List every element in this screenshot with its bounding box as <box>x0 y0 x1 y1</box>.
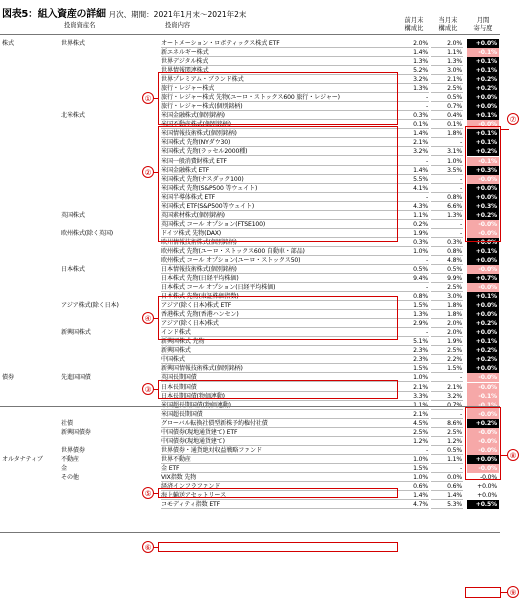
row-contribution: -0.0% <box>467 283 499 292</box>
document-subtitle: 月次、期間：2021年1月末～2021年2末 <box>108 10 247 19</box>
row-prev-weight: 0.8% <box>397 292 429 301</box>
row-group: 世界株式 <box>61 40 85 47</box>
row-contribution: +0.2% <box>467 147 499 156</box>
row-curr-weight: - <box>431 410 463 419</box>
row-contribution: -0.0% <box>467 473 499 482</box>
header-separator <box>0 34 500 35</box>
row-contribution: -0.1% <box>467 157 499 166</box>
row-curr-weight: 0.6% <box>431 482 463 491</box>
row-prev-weight: 0.5% <box>397 265 429 274</box>
row-prev-weight: - <box>397 93 429 102</box>
row-curr-weight: 1.1% <box>431 48 463 57</box>
row-item: 米国株式 先物(ナスダック100) <box>161 175 397 184</box>
row-curr-weight: 0.5% <box>431 265 463 274</box>
marker-1: ① <box>142 92 154 104</box>
row-item: 米国株式 先物(NYダウ30) <box>161 138 397 147</box>
row-prev-weight: - <box>397 328 429 337</box>
section-separator-bonds <box>0 406 500 407</box>
row-item: 米国一般消費財株式 ETF <box>161 157 397 166</box>
row-item: 世界情報関連株式 <box>161 66 397 75</box>
row-curr-weight: 3.5% <box>431 166 463 175</box>
row-item: 米国金融株式(個別銘柄) <box>161 111 397 120</box>
header-category: 投資資産名 <box>64 22 96 29</box>
row-contribution: +0.1% <box>467 138 499 147</box>
row-curr-weight: - <box>431 184 463 193</box>
row-group: 金 <box>61 464 67 472</box>
row-item: 欧州情報技術株式(個別銘柄) <box>161 238 397 247</box>
row-prev-weight: 0.3% <box>397 111 429 120</box>
row-item: 世界プレミアム・ブランド株式 <box>161 75 397 84</box>
highlight-box-9 <box>465 587 501 598</box>
row-contribution: +0.2% <box>467 319 499 328</box>
row-category: オルタナティブ <box>2 455 43 463</box>
row-prev-weight: 0.1% <box>397 120 429 129</box>
row-curr-weight: 2.1% <box>431 75 463 84</box>
row-prev-weight: 5.2% <box>397 66 429 75</box>
row-contribution: +0.3% <box>467 202 499 211</box>
marker-6: ⑥ <box>142 541 154 553</box>
row-curr-weight: - <box>431 220 463 229</box>
row-group: アジア株式(除く日本) <box>61 302 119 310</box>
row-contribution: -0.0% <box>467 120 499 129</box>
row-contribution: -0.0% <box>467 373 499 382</box>
row-curr-weight: 0.8% <box>431 247 463 256</box>
row-prev-weight: 4.5% <box>397 419 429 428</box>
row-curr-weight: 0.1% <box>431 120 463 129</box>
row-prev-weight: 5.5% <box>397 175 429 184</box>
row-group: 新興国債券 <box>61 428 91 436</box>
marker-7: ⑦ <box>507 113 519 125</box>
row-item: 米国情報技術株式(個別銘柄) <box>161 129 397 138</box>
row-prev-weight: 4.3% <box>397 202 429 211</box>
row-curr-weight: 0.5% <box>431 446 463 455</box>
section-separator-alternative <box>0 532 500 533</box>
row-contribution: +0.1% <box>467 247 499 256</box>
row-curr-weight: - <box>431 138 463 147</box>
row-item: インド株式 <box>161 328 397 337</box>
row-prev-weight: 3.3% <box>397 392 429 401</box>
row-curr-weight: 0.7% <box>431 102 463 111</box>
row-contribution: +0.2% <box>467 75 499 84</box>
row-prev-weight: 1.0% <box>397 455 429 464</box>
row-curr-weight: 1.9% <box>431 337 463 346</box>
row-contribution: -0.0% <box>467 220 499 229</box>
row-prev-weight: 1.3% <box>397 57 429 66</box>
row-contribution: +0.0% <box>467 39 499 48</box>
row-curr-weight: 3.2% <box>431 392 463 401</box>
row-prev-weight: 2.9% <box>397 319 429 328</box>
row-prev-weight: - <box>397 446 429 455</box>
row-contribution: +0.0% <box>467 193 499 202</box>
row-prev-weight: 1.5% <box>397 464 429 473</box>
row-item: 旅行・レジャー株式(個別銘柄) <box>161 102 397 111</box>
row-item: 日本株式 コール オプション(日経平均株価) <box>161 283 397 292</box>
row-prev-weight: 3.2% <box>397 75 429 84</box>
row-item: 世界不動産 <box>161 455 397 464</box>
row-prev-weight: 1.4% <box>397 129 429 138</box>
row-curr-weight: 0.3% <box>431 238 463 247</box>
row-group: 不動産 <box>61 455 79 463</box>
row-prev-weight: 1.5% <box>397 364 429 373</box>
row-prev-weight: 2.5% <box>397 428 429 437</box>
row-curr-weight: 1.0% <box>431 157 463 166</box>
row-group: 先進国国債 <box>61 374 91 382</box>
row-prev-weight: 1.3% <box>397 310 429 319</box>
row-item: 米国株式 先物(ラッセル2000種) <box>161 147 397 156</box>
row-item: 米国株式 先物(S&P500 等ウェイト) <box>161 184 397 193</box>
row-contribution: +0.1% <box>467 292 499 301</box>
row-contribution: +0.1% <box>467 66 499 75</box>
row-item: 日本長期国債 <box>161 383 397 392</box>
row-item: 英国長期国債 <box>161 373 397 382</box>
row-item: 新エネルギー株式 <box>161 48 397 57</box>
row-item: アジア(除く日本)株式 ETF <box>161 301 397 310</box>
row-item: 米国超長期国債 <box>161 410 397 419</box>
row-prev-weight: 2.1% <box>397 138 429 147</box>
row-contribution: -0.0% <box>467 464 499 473</box>
row-curr-weight: 2.1% <box>431 383 463 392</box>
row-item: グローバル転換社債型新株予約権付社債 <box>161 419 397 428</box>
row-item: 旅行・レジャー株式 <box>161 84 397 93</box>
row-item: 経済インフラファンド <box>161 482 397 491</box>
row-item: 新興国情報技術株式(個別銘柄) <box>161 364 397 373</box>
row-category: 株式 <box>2 40 14 47</box>
row-prev-weight: 1.0% <box>397 247 429 256</box>
row-contribution: +0.2% <box>467 346 499 355</box>
row-item: 旅行・レジャー株式 先物(ユーロ・ストックス600 旅行・レジャー) <box>161 93 397 102</box>
row-item: アジア(除く日本)株式 <box>161 319 397 328</box>
row-item: 世界債券・通貨絶対収益戦略ファンド <box>161 446 397 455</box>
row-item: ドイツ株式 先物(DAX) <box>161 229 397 238</box>
row-item: 新興国株式 先物 <box>161 337 397 346</box>
row-curr-weight: 6.6% <box>431 202 463 211</box>
row-contribution: -0.1% <box>467 392 499 401</box>
row-item: 英国株式 コール オプション(FTSE100) <box>161 220 397 229</box>
row-item: 日本株式 先物(東証株価指数) <box>161 292 397 301</box>
row-item: 日本情報技術株式(個別銘柄) <box>161 265 397 274</box>
row-item: 米国半導体株式 ETF <box>161 193 397 202</box>
row-item: 中国債券(現地通貨建て) <box>161 437 397 446</box>
row-prev-weight: 4.1% <box>397 184 429 193</box>
row-group: 社債 <box>61 419 73 427</box>
row-prev-weight: 5.1% <box>397 337 429 346</box>
row-item: 中国株式 <box>161 355 397 364</box>
row-curr-weight: 1.3% <box>431 57 463 66</box>
document-title-block <box>2 2 247 20</box>
marker-8: ⑧ <box>507 449 519 461</box>
row-contribution: +0.0% <box>467 102 499 111</box>
row-curr-weight: 0.0% <box>431 473 463 482</box>
row-item: 米国株式 ETF(S&P500等ウェイト) <box>161 202 397 211</box>
row-contribution: +0.0% <box>467 328 499 337</box>
row-prev-weight: - <box>397 102 429 111</box>
header-change: 月間 寄与度 <box>473 17 493 32</box>
row-curr-weight: 1.4% <box>431 491 463 500</box>
marker-3: ③ <box>142 383 154 395</box>
header-item: 投資内容 <box>165 22 191 29</box>
row-curr-weight: 0.4% <box>431 111 463 120</box>
header-curr: 当月末 構成比 <box>438 17 458 32</box>
row-item: 欧州株式 コール オプション(ユーロ・ストックス50) <box>161 256 397 265</box>
row-curr-weight: 5.3% <box>431 500 463 509</box>
row-prev-weight: 1.3% <box>397 84 429 93</box>
row-contribution: +0.2% <box>467 84 499 93</box>
row-curr-weight: 1.5% <box>431 364 463 373</box>
row-curr-weight: 9.9% <box>431 274 463 283</box>
row-contribution: +0.7% <box>467 274 499 283</box>
row-group: 英国株式 <box>61 211 85 219</box>
row-prev-weight: 1.0% <box>397 473 429 482</box>
row-item: 新興国株式 <box>161 346 397 355</box>
row-prev-weight: 1.4% <box>397 491 429 500</box>
row-group: 新興国株式 <box>61 329 91 337</box>
row-contribution: +0.2% <box>467 355 499 364</box>
row-prev-weight: 3.2% <box>397 147 429 156</box>
row-curr-weight: 1.2% <box>431 437 463 446</box>
row-contribution: +0.2% <box>467 211 499 220</box>
row-curr-weight: 1.8% <box>431 310 463 319</box>
header-prev: 前月末 構成比 <box>404 17 424 32</box>
row-curr-weight: 2.5% <box>431 84 463 93</box>
row-category: 債券 <box>2 374 14 382</box>
row-prev-weight: 2.0% <box>397 39 429 48</box>
row-prev-weight: 0.3% <box>397 238 429 247</box>
row-curr-weight: 2.5% <box>431 346 463 355</box>
row-contribution: -0.0% <box>467 383 499 392</box>
row-group: 北米株式 <box>61 112 85 120</box>
row-prev-weight: - <box>397 193 429 202</box>
row-item: 日本株式 先物(日経平均株価) <box>161 274 397 283</box>
row-contribution: +0.0% <box>467 184 499 193</box>
row-item: 海上輸送アセットリース <box>161 491 397 500</box>
row-group: 日本株式 <box>61 266 85 273</box>
row-contribution: +0.0% <box>467 256 499 265</box>
row-contribution: +0.3% <box>467 166 499 175</box>
row-contribution: -0.0% <box>467 410 499 419</box>
row-prev-weight: - <box>397 157 429 166</box>
row-curr-weight: 2.0% <box>431 319 463 328</box>
row-prev-weight: 2.3% <box>397 346 429 355</box>
row-curr-weight: - <box>431 229 463 238</box>
row-contribution: -0.0% <box>467 229 499 238</box>
row-prev-weight: 1.2% <box>397 437 429 446</box>
row-curr-weight: 1.8% <box>431 129 463 138</box>
row-item: 米国金融株式 ETF <box>161 166 397 175</box>
connector-7 <box>501 129 509 130</box>
row-item: 英国素材株式(個別銘柄) <box>161 211 397 220</box>
row-curr-weight: 3.1% <box>431 147 463 156</box>
row-item: 金 ETF <box>161 464 397 473</box>
row-prev-weight: 2.3% <box>397 355 429 364</box>
row-prev-weight: 1.5% <box>397 301 429 310</box>
row-contribution: -0.0% <box>467 437 499 446</box>
highlight-box-6 <box>158 542 398 552</box>
row-curr-weight: 3.0% <box>431 292 463 301</box>
row-contribution: +0.0% <box>467 482 499 491</box>
row-prev-weight: 9.4% <box>397 274 429 283</box>
row-curr-weight: 1.8% <box>431 301 463 310</box>
row-curr-weight: 0.8% <box>431 193 463 202</box>
row-contribution: +0.0% <box>467 93 499 102</box>
row-curr-weight: 2.5% <box>431 428 463 437</box>
row-contribution: -0.0% <box>467 175 499 184</box>
row-prev-weight: 2.1% <box>397 383 429 392</box>
row-curr-weight: - <box>431 373 463 382</box>
row-contribution: +0.1% <box>467 129 499 138</box>
row-item: 米国不動産株式(個別銘柄) <box>161 120 397 129</box>
row-contribution: -0.0% <box>467 428 499 437</box>
row-curr-weight: 4.8% <box>431 256 463 265</box>
row-curr-weight: - <box>431 464 463 473</box>
row-prev-weight: 1.1% <box>397 211 429 220</box>
row-curr-weight: 8.6% <box>431 419 463 428</box>
row-item: 欧州株式 先物(ユーロ・ストックス600 自動車・部品) <box>161 247 397 256</box>
row-contribution: +0.0% <box>467 364 499 373</box>
row-contribution: +0.1% <box>467 337 499 346</box>
row-prev-weight: 1.9% <box>397 229 429 238</box>
row-contribution: -0.0% <box>467 446 499 455</box>
row-curr-weight: 2.2% <box>431 355 463 364</box>
row-curr-weight: 2.5% <box>431 283 463 292</box>
row-prev-weight: 1.4% <box>397 48 429 57</box>
row-contribution: +0.0% <box>467 310 499 319</box>
row-item: コモディティ指数 ETF <box>161 500 397 509</box>
row-prev-weight: - <box>397 283 429 292</box>
row-prev-weight: 0.6% <box>397 482 429 491</box>
row-item: VIX指数 先物 <box>161 473 397 482</box>
row-curr-weight: 3.0% <box>431 66 463 75</box>
row-group: 世界債券 <box>61 446 85 454</box>
row-curr-weight: 1.1% <box>431 455 463 464</box>
row-prev-weight: 4.7% <box>397 500 429 509</box>
row-prev-weight: - <box>397 256 429 265</box>
row-contribution: +0.1% <box>467 111 499 120</box>
row-item: 日本長期国債(物価連動) <box>161 392 397 401</box>
marker-2: ② <box>142 166 154 178</box>
marker-4: ④ <box>142 312 154 324</box>
row-contribution: +0.0% <box>467 455 499 464</box>
row-item: 世界デジタル株式 <box>161 57 397 66</box>
row-contribution: +0.5% <box>467 500 499 509</box>
row-contribution: +0.0% <box>467 491 499 500</box>
row-curr-weight: 1.3% <box>431 211 463 220</box>
row-item: 中国債券(現地通貨建て) ETF <box>161 428 397 437</box>
row-curr-weight: - <box>431 175 463 184</box>
row-contribution: +0.0% <box>467 238 499 247</box>
row-contribution: -0.1% <box>467 48 499 57</box>
row-prev-weight: 0.2% <box>397 220 429 229</box>
row-prev-weight: 1.0% <box>397 373 429 382</box>
row-contribution: +0.0% <box>467 301 499 310</box>
marker-5: ⑤ <box>142 487 154 499</box>
row-curr-weight: 2.0% <box>431 328 463 337</box>
row-prev-weight: 1.4% <box>397 166 429 175</box>
row-item: 香港株式 先物(香港ハンセン) <box>161 310 397 319</box>
row-item: オートメーション・ロボティックス株式 ETF <box>161 39 397 48</box>
row-curr-weight: 2.0% <box>431 39 463 48</box>
marker-9: ⑨ <box>507 586 519 598</box>
row-curr-weight: 0.5% <box>431 93 463 102</box>
row-contribution: +0.2% <box>467 419 499 428</box>
document-title: 図表5：組入資産の詳細 <box>2 9 106 20</box>
row-contribution: +0.1% <box>467 57 499 66</box>
row-group: その他 <box>61 473 79 481</box>
row-group: 欧州株式(除く英国) <box>61 229 114 237</box>
row-prev-weight: 2.1% <box>397 410 429 419</box>
row-contribution: -0.0% <box>467 265 499 274</box>
